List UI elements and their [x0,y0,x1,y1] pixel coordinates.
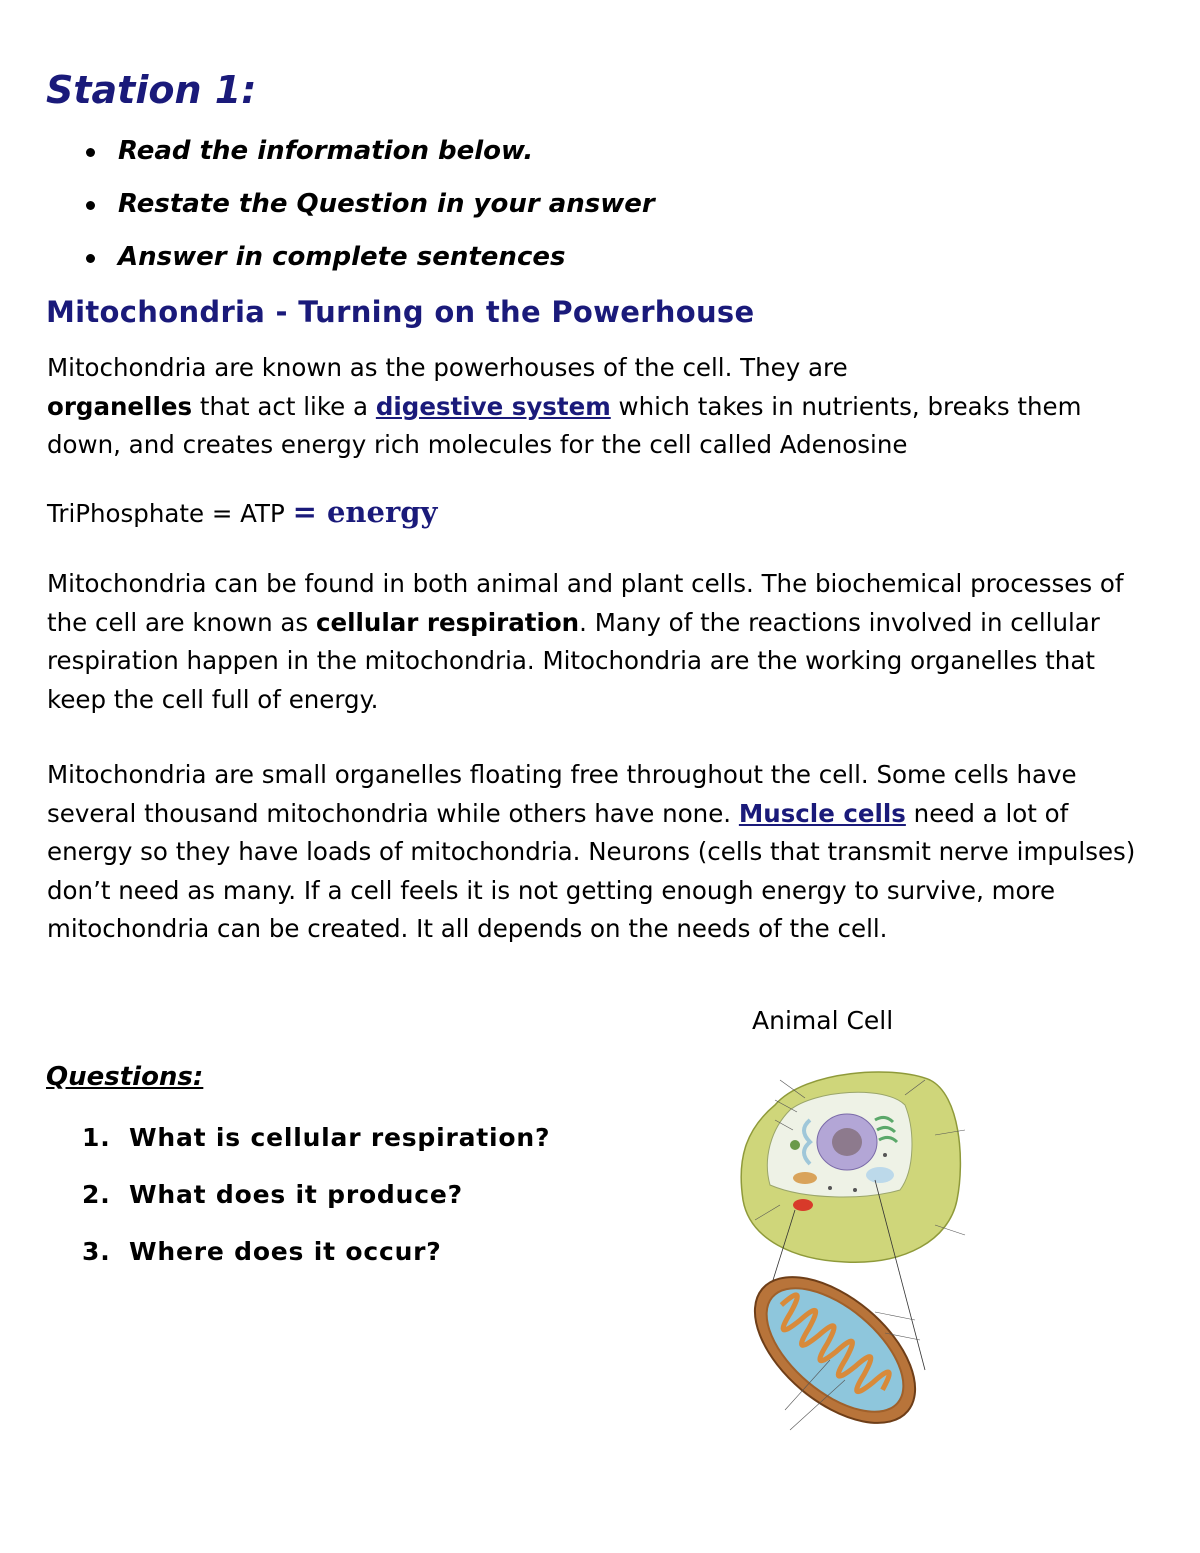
question-text: Where does it occur? [129,1237,442,1266]
paragraph-intro [47,349,1157,465]
question-number: 2. [82,1180,111,1209]
paragraph-text: which takes in nutrients, breaks them down, and creates energy rich molecules for the cell called Adenosine [47,391,1082,459]
question-item [82,1177,550,1234]
ribosome-shape [883,1153,887,1157]
muscle-cells-link[interactable]: Muscle cells [738,798,906,828]
paragraph-text: Mitochondria are known as the powerhouses of the cell. They are [47,353,848,382]
question-number: 1. [82,1123,111,1152]
ribosome-shape [853,1188,857,1192]
paragraph-muscle-cells [47,756,1157,949]
bold-term-organelles: organelles [47,391,193,421]
instruction-item: Restate the Question in your answer [82,186,655,239]
question-list [82,1120,550,1291]
question-item [82,1234,550,1291]
section-title: Mitochondria - Turning on the Powerhouse [46,295,755,329]
atp-text: TriPhosphate = ATP [47,499,293,528]
nucleolus-shape [832,1128,862,1156]
questions-heading: Questions: [46,1062,204,1092]
question-text: What is cellular respiration? [129,1123,551,1152]
vacuole-shape [866,1167,894,1183]
ribosome-shape [828,1186,832,1190]
paragraph-text: Mitochondria are small organelles floating free throughout the cell. Some cells have several thousand mitochondria while others have none. [47,760,1077,828]
bold-term-cellular-respiration: cellular respiration [315,607,580,637]
mitochondrion-small-shape [793,1172,817,1184]
lysosome-shape [790,1140,800,1150]
paragraph-text: need a lot of energy so they have loads of mitochondria. Neurons (cells that transmit nerve impulses) don’t need as many. If a cell feels it is not getting enough energy to survive, more mitochondria can be created. It all depends on the needs of the cell. [47,798,1136,943]
atp-line [47,493,1157,534]
instruction-list [82,133,655,292]
paragraph-text: . Many of the reactions involved in cellular respiration happen in the mitochondria. Mitochondria are the working organelles that keep the cell full of energy. [47,607,1100,714]
figure-caption: Animal Cell [752,1006,894,1035]
red-organelle-shape [793,1199,813,1211]
instruction-item: Read the information below. [82,133,655,186]
question-text: What does it produce? [129,1180,463,1209]
instruction-item: Answer in complete sentences [82,239,655,292]
digestive-system-link[interactable]: digestive system [375,391,611,421]
paragraph-text: that act like a [192,391,376,421]
animal-cell-diagram-icon [735,1050,985,1460]
paragraph-respiration [47,565,1157,719]
paragraph-text: Mitochondria can be found in both animal and plant cells. The biochemical processes of the cell are known as [47,569,1124,637]
energy-text: = energy [292,495,438,529]
mitochondrion-enlarged [735,1249,941,1451]
question-number: 3. [82,1237,111,1266]
station-title: Station 1: [46,68,257,112]
question-item [82,1120,550,1177]
